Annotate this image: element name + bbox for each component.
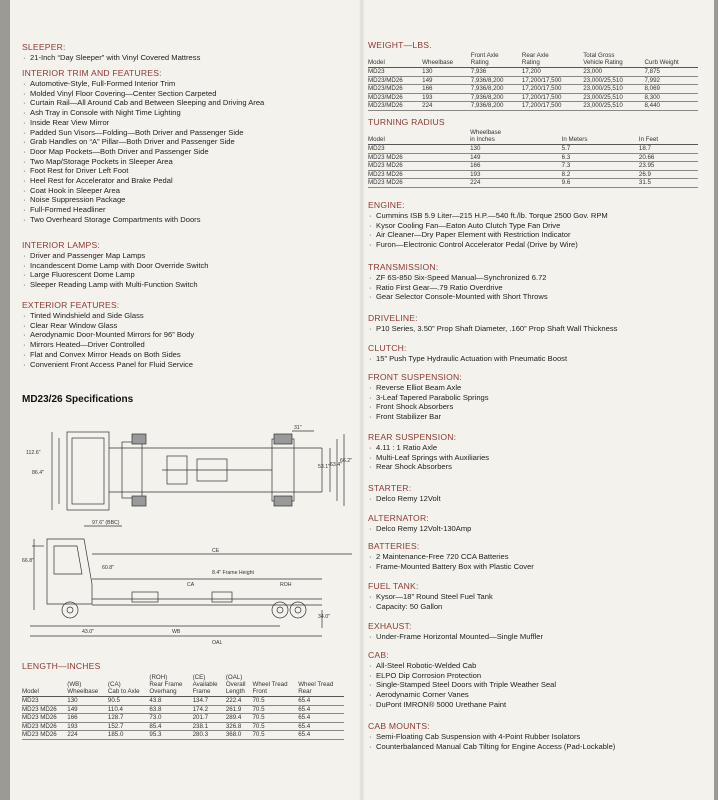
list-item: · Front Stabilizer Bar — [368, 412, 706, 422]
bullet-list — [22, 79, 344, 225]
cab-section — [368, 650, 706, 710]
length-heading: LENGTH—INCHES — [22, 661, 101, 671]
table-cell: 20.66 — [639, 153, 698, 162]
table-cell: MD23/MD26 — [368, 93, 422, 102]
table-cell: 65.4 — [298, 705, 344, 714]
dim-label-86: 86.4" — [32, 470, 44, 476]
table-cell: 8,440 — [644, 102, 698, 111]
bullet-list — [368, 273, 706, 302]
table-cell: 261.9 — [226, 705, 253, 714]
bullet-list — [368, 383, 706, 422]
column-header: Curb Weight — [644, 52, 698, 68]
section-heading: REAR SUSPENSION: — [368, 432, 457, 442]
table-cell: MD23 MD26 — [368, 162, 470, 171]
table-cell: 7,992 — [644, 76, 698, 85]
list-item: · Clear Rear Window Glass — [22, 321, 344, 331]
section-heading: INTERIOR LAMPS: — [22, 240, 100, 250]
spec-title: MD23/26 Specifications — [22, 394, 134, 405]
table-cell: 185.0 — [108, 731, 149, 740]
list-item: · Foot Rest for Driver Left Foot — [22, 166, 344, 176]
table-cell: 70.5 — [252, 731, 298, 740]
table-cell: 7,936/8,200 — [471, 85, 522, 94]
section-heading: FUEL TANK: — [368, 581, 419, 591]
right-column — [368, 0, 706, 800]
column-header: Wheel Tread Front — [252, 674, 298, 697]
table-row — [22, 714, 344, 723]
dim-label-frame-height: 8.4" Frame Height — [212, 570, 254, 576]
list-item: · Delco Remy 12Volt-130Amp — [368, 524, 706, 534]
column-header: Front Axle Rating — [471, 52, 522, 68]
table-cell: 23,000 — [583, 68, 644, 77]
bullet-list — [368, 324, 706, 334]
turning-heading: TURNING RADIUS — [368, 117, 445, 127]
table-cell: MD23 MD26 — [22, 722, 67, 731]
table-cell: 130 — [67, 697, 108, 706]
table-cell: 280.3 — [193, 731, 226, 740]
table-cell: 17,200/17,500 — [522, 85, 583, 94]
list-item: · Mirrors Heated—Driver Controlled — [22, 340, 344, 350]
rear-suspension-section — [368, 432, 706, 472]
table-cell: 65.4 — [298, 697, 344, 706]
list-item: · Single-Stamped Steel Doors with Triple Weather Seal — [368, 680, 706, 690]
table-cell: 23,000/25,510 — [583, 76, 644, 85]
table-cell: 149 — [422, 76, 471, 85]
truck-dimension-diagram — [22, 414, 352, 654]
table-cell: 201.7 — [193, 714, 226, 723]
exterior-features-section — [22, 300, 344, 369]
table-cell: 31.5 — [639, 179, 698, 188]
list-item: · DuPont IMRON® 5000 Urethane Paint — [368, 700, 706, 710]
column-header: Wheelbase — [422, 52, 471, 68]
table-cell: MD23 MD26 — [368, 170, 470, 179]
column-header: (WB) Wheelbase — [67, 674, 108, 697]
table-row — [368, 153, 698, 162]
table-cell: 23.95 — [639, 162, 698, 171]
table-cell: 17,200/17,500 — [522, 76, 583, 85]
starter-section — [368, 483, 706, 504]
table-row — [368, 145, 698, 154]
bullet-list — [22, 53, 344, 63]
section-heading: BATTERIES: — [368, 541, 420, 551]
table-cell: 63.8 — [149, 705, 192, 714]
bullet-list — [368, 524, 706, 534]
table-cell: 17,200 — [522, 68, 583, 77]
bullet-list — [22, 311, 344, 369]
list-item: · Multi-Leaf Springs with Auxiliaries — [368, 453, 706, 463]
weight-heading: WEIGHT—LBS. — [368, 40, 432, 50]
table-cell: 17,200/17,500 — [522, 102, 583, 111]
list-item: · Two Map/Storage Pockets in Sleeper Area — [22, 157, 344, 167]
table-cell: 134.7 — [193, 697, 226, 706]
list-item: · Aerodynamic Door-Mounted Mirrors for 96” Body — [22, 330, 344, 340]
table-cell: 130 — [470, 145, 562, 154]
table-cell: 18.7 — [639, 145, 698, 154]
list-item: · Furon—Electronic Control Accelerator Pedal (Drive by Wire) — [368, 240, 706, 250]
dim-label-112: 112.6" — [26, 450, 41, 456]
dim-label-53: 53.1" — [318, 464, 330, 470]
list-item: · Front Shock Absorbers — [368, 402, 706, 412]
dim-label-668: 66.8" — [22, 558, 34, 564]
table-cell: 5.7 — [562, 145, 639, 154]
transmission-section — [368, 262, 706, 302]
table-row — [368, 85, 698, 94]
dim-label-662: 66.2" — [340, 458, 352, 464]
list-item: · Full-Formed Headliner — [22, 205, 344, 215]
bullet-list — [368, 732, 706, 751]
list-item: · Padded Sun Visors—Folding—Both Driver and Passenger Side — [22, 128, 344, 138]
table-cell: 85.4 — [149, 722, 192, 731]
table-cell: 65.4 — [298, 731, 344, 740]
list-item: · Inside Rear View Mirror — [22, 118, 344, 128]
table-cell: 70.5 — [252, 722, 298, 731]
table-cell: MD23/MD26 — [368, 85, 422, 94]
list-item: · Rear Shock Absorbers — [368, 462, 706, 472]
list-item: · Ratio First Gear—.79 Ratio Overdrive — [368, 283, 706, 293]
table-cell: 70.5 — [252, 714, 298, 723]
exhaust-section — [368, 621, 706, 642]
table-cell: 26.9 — [639, 170, 698, 179]
list-item: · Driver and Passenger Map Lamps — [22, 251, 344, 261]
table-cell: 65.4 — [298, 714, 344, 723]
column-header: Model — [368, 129, 470, 145]
list-item: · All-Steel Robotic-Welded Cab — [368, 661, 706, 671]
table-cell: MD23 MD26 — [22, 705, 67, 714]
table-cell: 8,300 — [644, 93, 698, 102]
table-cell: MD23 — [22, 697, 67, 706]
list-item: · Automotive-Style, Full-Formed Interior Trim — [22, 79, 344, 89]
section-heading: FRONT SUSPENSION: — [368, 372, 462, 382]
alternator-section — [368, 513, 706, 534]
column-header: Model — [368, 52, 422, 68]
table-row — [22, 705, 344, 714]
list-item: · Convenient Front Access Panel for Fluid Service — [22, 360, 344, 370]
table-cell: 7,936 — [471, 68, 522, 77]
table-cell: 130 — [422, 68, 471, 77]
column-header: (CA) Cab to Axle — [108, 674, 149, 697]
bullet-list — [368, 552, 706, 571]
list-item: · Door Map Pockets—Both Driver and Passenger Side — [22, 147, 344, 157]
list-item: · Noise Suppression Package — [22, 195, 344, 205]
column-header: Wheel Tread Rear — [298, 674, 344, 697]
table-cell: 222.4 — [226, 697, 253, 706]
table-cell: 128.7 — [108, 714, 149, 723]
section-heading: TRANSMISSION: — [368, 262, 439, 272]
list-item: · Counterbalanced Manual Cab Tilting for Engine Access (Pad-Lockable) — [368, 742, 706, 752]
column-header: In Feet — [639, 129, 698, 145]
list-item: · Incandescent Dome Lamp with Door Override Switch — [22, 261, 344, 271]
cab-top-view — [67, 432, 109, 510]
clutch-section — [368, 343, 706, 364]
dim-label-430: 43.0" — [82, 629, 94, 635]
section-heading: EXHAUST: — [368, 621, 412, 631]
table-cell: 23,000/25,510 — [583, 85, 644, 94]
table-cell: 224 — [422, 102, 471, 111]
list-item: · Under-Frame Horizontal Mounted—Single Muffler — [368, 632, 706, 642]
table-cell: 7,875 — [644, 68, 698, 77]
table-cell: 95.3 — [149, 731, 192, 740]
list-item: · P10 Series, 3.50” Prop Shaft Diameter, .160” Prop Shaft Wall Thickness — [368, 324, 706, 334]
list-item: · Cummins ISB 5.9 Liter—215 H.P.—540 ft./lb. Torque 2500 Gov. RPM — [368, 211, 706, 221]
table-cell: 166 — [422, 85, 471, 94]
table-cell: 70.5 — [252, 705, 298, 714]
bullet-list — [368, 211, 706, 250]
table-cell: 8,069 — [644, 85, 698, 94]
list-item: · Ash Tray in Console with Night Time Lighting — [22, 108, 344, 118]
table-row — [368, 162, 698, 171]
table-row — [368, 68, 698, 77]
list-item: · 2 Maintenance-Free 720 CCA Batteries — [368, 552, 706, 562]
table-cell: 23,000/25,510 — [583, 93, 644, 102]
column-header: Total Gross Vehicle Rating — [583, 52, 644, 68]
table-cell: MD23 MD26 — [22, 714, 67, 723]
table-cell: 166 — [470, 162, 562, 171]
list-item: · Frame-Mounted Battery Box with Plastic Cover — [368, 562, 706, 572]
table-row — [368, 93, 698, 102]
table-cell: MD23 — [368, 68, 422, 77]
column-header: (OAL) Overall Length — [226, 674, 253, 697]
column-header: Wheelbase in Inches — [470, 129, 562, 145]
list-item: · Large Fluorescent Dome Lamp — [22, 270, 344, 280]
fuel-tank-section — [368, 581, 706, 611]
section-heading: INTERIOR TRIM AND FEATURES: — [22, 68, 162, 78]
bullet-list — [368, 632, 706, 642]
table-cell: 7,936/8,200 — [471, 93, 522, 102]
table-cell: MD23 MD26 — [368, 153, 470, 162]
list-item: · Two Overheard Storage Compartments with Doors — [22, 215, 344, 225]
table-cell: MD23 MD26 — [368, 179, 470, 188]
column-header: Model — [22, 674, 67, 697]
front-suspension-section — [368, 372, 706, 422]
table-row — [368, 76, 698, 85]
table-cell: 8.2 — [562, 170, 639, 179]
table-cell: 152.7 — [108, 722, 149, 731]
table-cell: 110.4 — [108, 705, 149, 714]
interior-trim-section — [22, 68, 344, 225]
table-cell: 166 — [67, 714, 108, 723]
bullet-list — [368, 661, 706, 710]
engine-section — [368, 200, 706, 250]
list-item: · 3-Leaf Tapered Parabolic Springs — [368, 393, 706, 403]
table-cell: 174.2 — [193, 705, 226, 714]
table-cell: 193 — [422, 93, 471, 102]
list-item: · ELPO Dip Corrosion Protection — [368, 671, 706, 681]
table-cell: 149 — [470, 153, 562, 162]
dim-label-ce: CE — [212, 548, 220, 554]
section-heading: CAB MOUNTS: — [368, 721, 430, 731]
table-cell: 7,936/8,200 — [471, 102, 522, 111]
column-header: In Meters — [562, 129, 639, 145]
table-cell: 224 — [470, 179, 562, 188]
interior-lamps-section — [22, 240, 344, 290]
list-item: · Heel Rest for Accelerator and Brake Pedal — [22, 176, 344, 186]
table-cell: 7.3 — [562, 162, 639, 171]
list-item: · ZF 6S-850 Six-Speed Manual—Synchronized 6.72 — [368, 273, 706, 283]
list-item: · Aerodynamic Corner Vanes — [368, 690, 706, 700]
list-item: · Tinted Windshield and Side Glass — [22, 311, 344, 321]
table-cell: 224 — [67, 731, 108, 740]
list-item: · Curtain Rail—All Around Cab and Between Sleeping and Driving Area — [22, 98, 344, 108]
brochure-page — [10, 0, 714, 800]
bullet-list — [368, 592, 706, 611]
list-item: · Delco Remy 12Volt — [368, 494, 706, 504]
table-cell: 193 — [470, 170, 562, 179]
list-item: · Flat and Convex Mirror Heads on Both Sides — [22, 350, 344, 360]
table-row — [368, 102, 698, 111]
table-cell: 238.1 — [193, 722, 226, 731]
dim-label-wb: WB — [172, 629, 181, 635]
table-cell: 73.0 — [149, 714, 192, 723]
list-item: · Semi-Floating Cab Suspension with 4-Point Rubber Isolators — [368, 732, 706, 742]
bullet-list — [368, 354, 706, 364]
table-row — [22, 722, 344, 731]
table-row — [22, 731, 344, 740]
dim-label-roh: ROH — [280, 582, 292, 588]
dim-label-608: 60.8" — [102, 565, 114, 571]
table-cell: 326.8 — [226, 722, 253, 731]
dim-label-oal: OAL — [212, 640, 223, 646]
table-cell: MD23/MD26 — [368, 102, 422, 111]
table-cell: MD23 — [368, 145, 470, 154]
dim-label-340: 34.0" — [318, 614, 330, 620]
dim-label-31: 31" — [294, 425, 302, 431]
section-heading: ENGINE: — [368, 200, 405, 210]
list-item: · Grab Handles on “A” Pillar—Both Driver and Passenger Side — [22, 137, 344, 147]
list-item: · 4.11 : 1 Ratio Axle — [368, 443, 706, 453]
list-item: · Kysor—18” Round Steel Fuel Tank — [368, 592, 706, 602]
table-cell: 193 — [67, 722, 108, 731]
driveline-section — [368, 313, 706, 334]
section-heading: DRIVELINE: — [368, 313, 418, 323]
list-item: · Air Cleaner—Dry Paper Element with Restriction Indicator — [368, 230, 706, 240]
batteries-section — [368, 541, 706, 571]
bullet-list — [22, 251, 344, 290]
list-item: · Gear Selector Console-Mounted with Short Throws — [368, 292, 706, 302]
turning-table — [368, 129, 698, 188]
table-cell: 6.3 — [562, 153, 639, 162]
list-item: · 15” Push Type Hydraulic Actuation with Pneumatic Boost — [368, 354, 706, 364]
table-cell: 65.4 — [298, 722, 344, 731]
table-row — [22, 697, 344, 706]
table-cell: 70.5 — [252, 697, 298, 706]
list-item: · Molded Vinyl Floor Covering—Center Section Carpeted — [22, 89, 344, 99]
table-row — [368, 170, 698, 179]
list-item: · Kysor Cooling Fan—Eaton Auto Clutch Type Fan Drive — [368, 221, 706, 231]
section-heading: STARTER: — [368, 483, 412, 493]
list-item: · Capacity: 50 Gallon — [368, 602, 706, 612]
length-table — [22, 674, 344, 740]
dim-label-ca: CA — [187, 582, 195, 588]
list-item: · 21-Inch “Day Sleeper” with Vinyl Covered Mattress — [22, 53, 344, 63]
column-header: (CE) Available Frame — [193, 674, 226, 697]
list-item: · Reverse Elliot Beam Axle — [368, 383, 706, 393]
table-cell: MD23/MD26 — [368, 76, 422, 85]
table-cell: 7,936/8,200 — [471, 76, 522, 85]
section-heading: CLUTCH: — [368, 343, 407, 353]
dim-label-976: 97.6" (BBC) — [92, 520, 120, 526]
weight-table — [368, 52, 698, 111]
section-heading: CAB: — [368, 650, 389, 660]
table-cell: 90.5 — [108, 697, 149, 706]
section-heading: ALTERNATOR: — [368, 513, 429, 523]
table-cell: 368.0 — [226, 731, 253, 740]
table-cell: MD23 MD26 — [22, 731, 67, 740]
bullet-list — [368, 443, 706, 472]
table-cell: 149 — [67, 705, 108, 714]
table-cell: 9.6 — [562, 179, 639, 188]
column-header: Rear Axle Rating — [522, 52, 583, 68]
section-heading: EXTERIOR FEATURES: — [22, 300, 120, 310]
bullet-list — [368, 494, 706, 504]
table-cell: 23,000/25,510 — [583, 102, 644, 111]
list-item: · Coat Hook in Sleeper Area — [22, 186, 344, 196]
table-row — [368, 179, 698, 188]
table-cell: 43.8 — [149, 697, 192, 706]
list-item: · Sleeper Reading Lamp with Multi-Function Switch — [22, 280, 344, 290]
table-cell: 289.4 — [226, 714, 253, 723]
sleeper-section — [22, 42, 344, 63]
cab-mounts-section — [368, 721, 706, 751]
section-heading: SLEEPER: — [22, 42, 66, 52]
table-cell: 17,200/17,500 — [522, 93, 583, 102]
dim-label-634: 63.4" — [330, 462, 342, 468]
column-header: (ROH) Rear Frame Overhang — [149, 674, 192, 697]
